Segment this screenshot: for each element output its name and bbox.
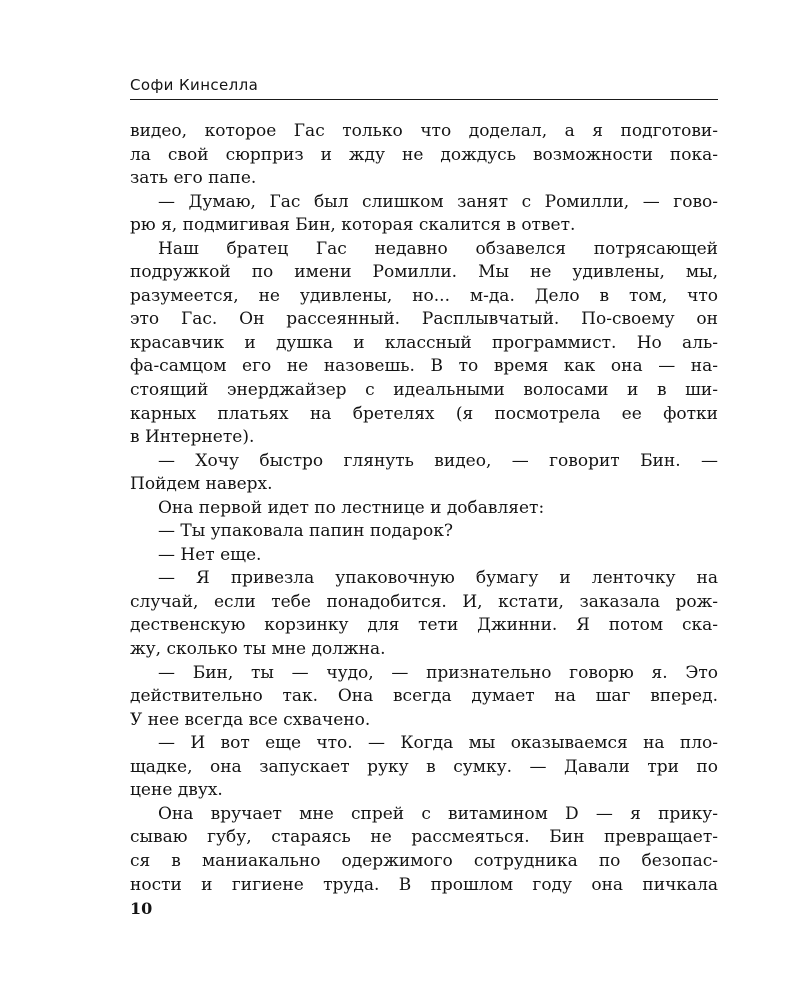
running-header-author: Софи Кинселла xyxy=(130,76,259,94)
text-line: У нее всегда все схвачено. xyxy=(130,709,371,730)
text-line: жу, сколько ты мне должна. xyxy=(130,639,386,660)
text-line: подружкой по имени Ромилли. Мы не удивлены, мы, xyxy=(130,262,718,283)
text-line: это Гас. Он рассеянный. Расплывчатый. По-своему он xyxy=(130,309,718,330)
text-line: — Я привезла упаковочную бумагу и ленточку на xyxy=(158,568,718,589)
text-line: — Хочу быстро глянуть видео, — говорит Бин. — xyxy=(158,450,718,471)
text-line: дественскую корзинку для тети Джинни. Я потом ска- xyxy=(130,615,718,636)
text-line: в Интернете). xyxy=(130,427,255,448)
text-line: щадке, она запускает руку в сумку. — Давали три по xyxy=(130,756,718,777)
text-line: стоящий энерджайзер с идеальными волосами и в ши- xyxy=(130,380,718,401)
text-line: — Ты упаковала папин подарок? xyxy=(158,521,453,542)
text-line: — Думаю, Гас был слишком занят с Ромилли, — гово- xyxy=(158,191,718,212)
text-line: ла свой сюрприз и жду не дождусь возможности пока- xyxy=(130,144,718,165)
text-line: сываю губу, стараясь не рассмеяться. Бин превращает- xyxy=(130,827,718,848)
text-line: Она вручает мне спрей с витамином D — я прику- xyxy=(158,803,718,824)
text-line: — Бин, ты — чудо, — признательно говорю я. Это xyxy=(158,662,718,683)
text-line: Наш братец Гас недавно обзавелся потрясающей xyxy=(158,238,718,259)
text-line: карных платьях на бретелях (я посмотрела ее фотки xyxy=(130,403,718,424)
text-line: красавчик и душка и классный программист. Но аль- xyxy=(130,332,718,353)
page-number: 10 xyxy=(130,899,153,918)
header-divider xyxy=(130,99,718,100)
text-line: ся в маниакально одержимого сотрудника по безопас- xyxy=(130,850,718,871)
text-line: — Нет еще. xyxy=(158,544,262,565)
text-line: разумеется, не удивлены, но... м-да. Дело в том, что xyxy=(130,285,718,306)
text-line: видео, которое Гас только что доделал, а я подготови- xyxy=(130,121,718,141)
text-line: Она первой идет по лестнице и добавляет: xyxy=(158,497,545,518)
text-line: случай, если тебе понадобится. И, кстати, заказала рож- xyxy=(130,591,718,612)
text-line: зать его папе. xyxy=(130,168,257,189)
text-line: рю я, подмигивая Бин, которая скалится в ответ. xyxy=(130,215,576,236)
body-text xyxy=(130,120,718,897)
text-line: Пойдем наверх. xyxy=(130,474,273,495)
text-line: действительно так. Она всегда думает на шаг вперед. xyxy=(130,686,718,707)
text-line: цене двух. xyxy=(130,780,223,801)
text-line: — И вот еще что. — Когда мы оказываемся на пло- xyxy=(158,733,718,754)
text-line: ности и гигиене труда. В прошлом году она пичкала xyxy=(130,874,718,895)
text-line: фа-самцом его не назовешь. В то время как она — на- xyxy=(130,356,718,377)
